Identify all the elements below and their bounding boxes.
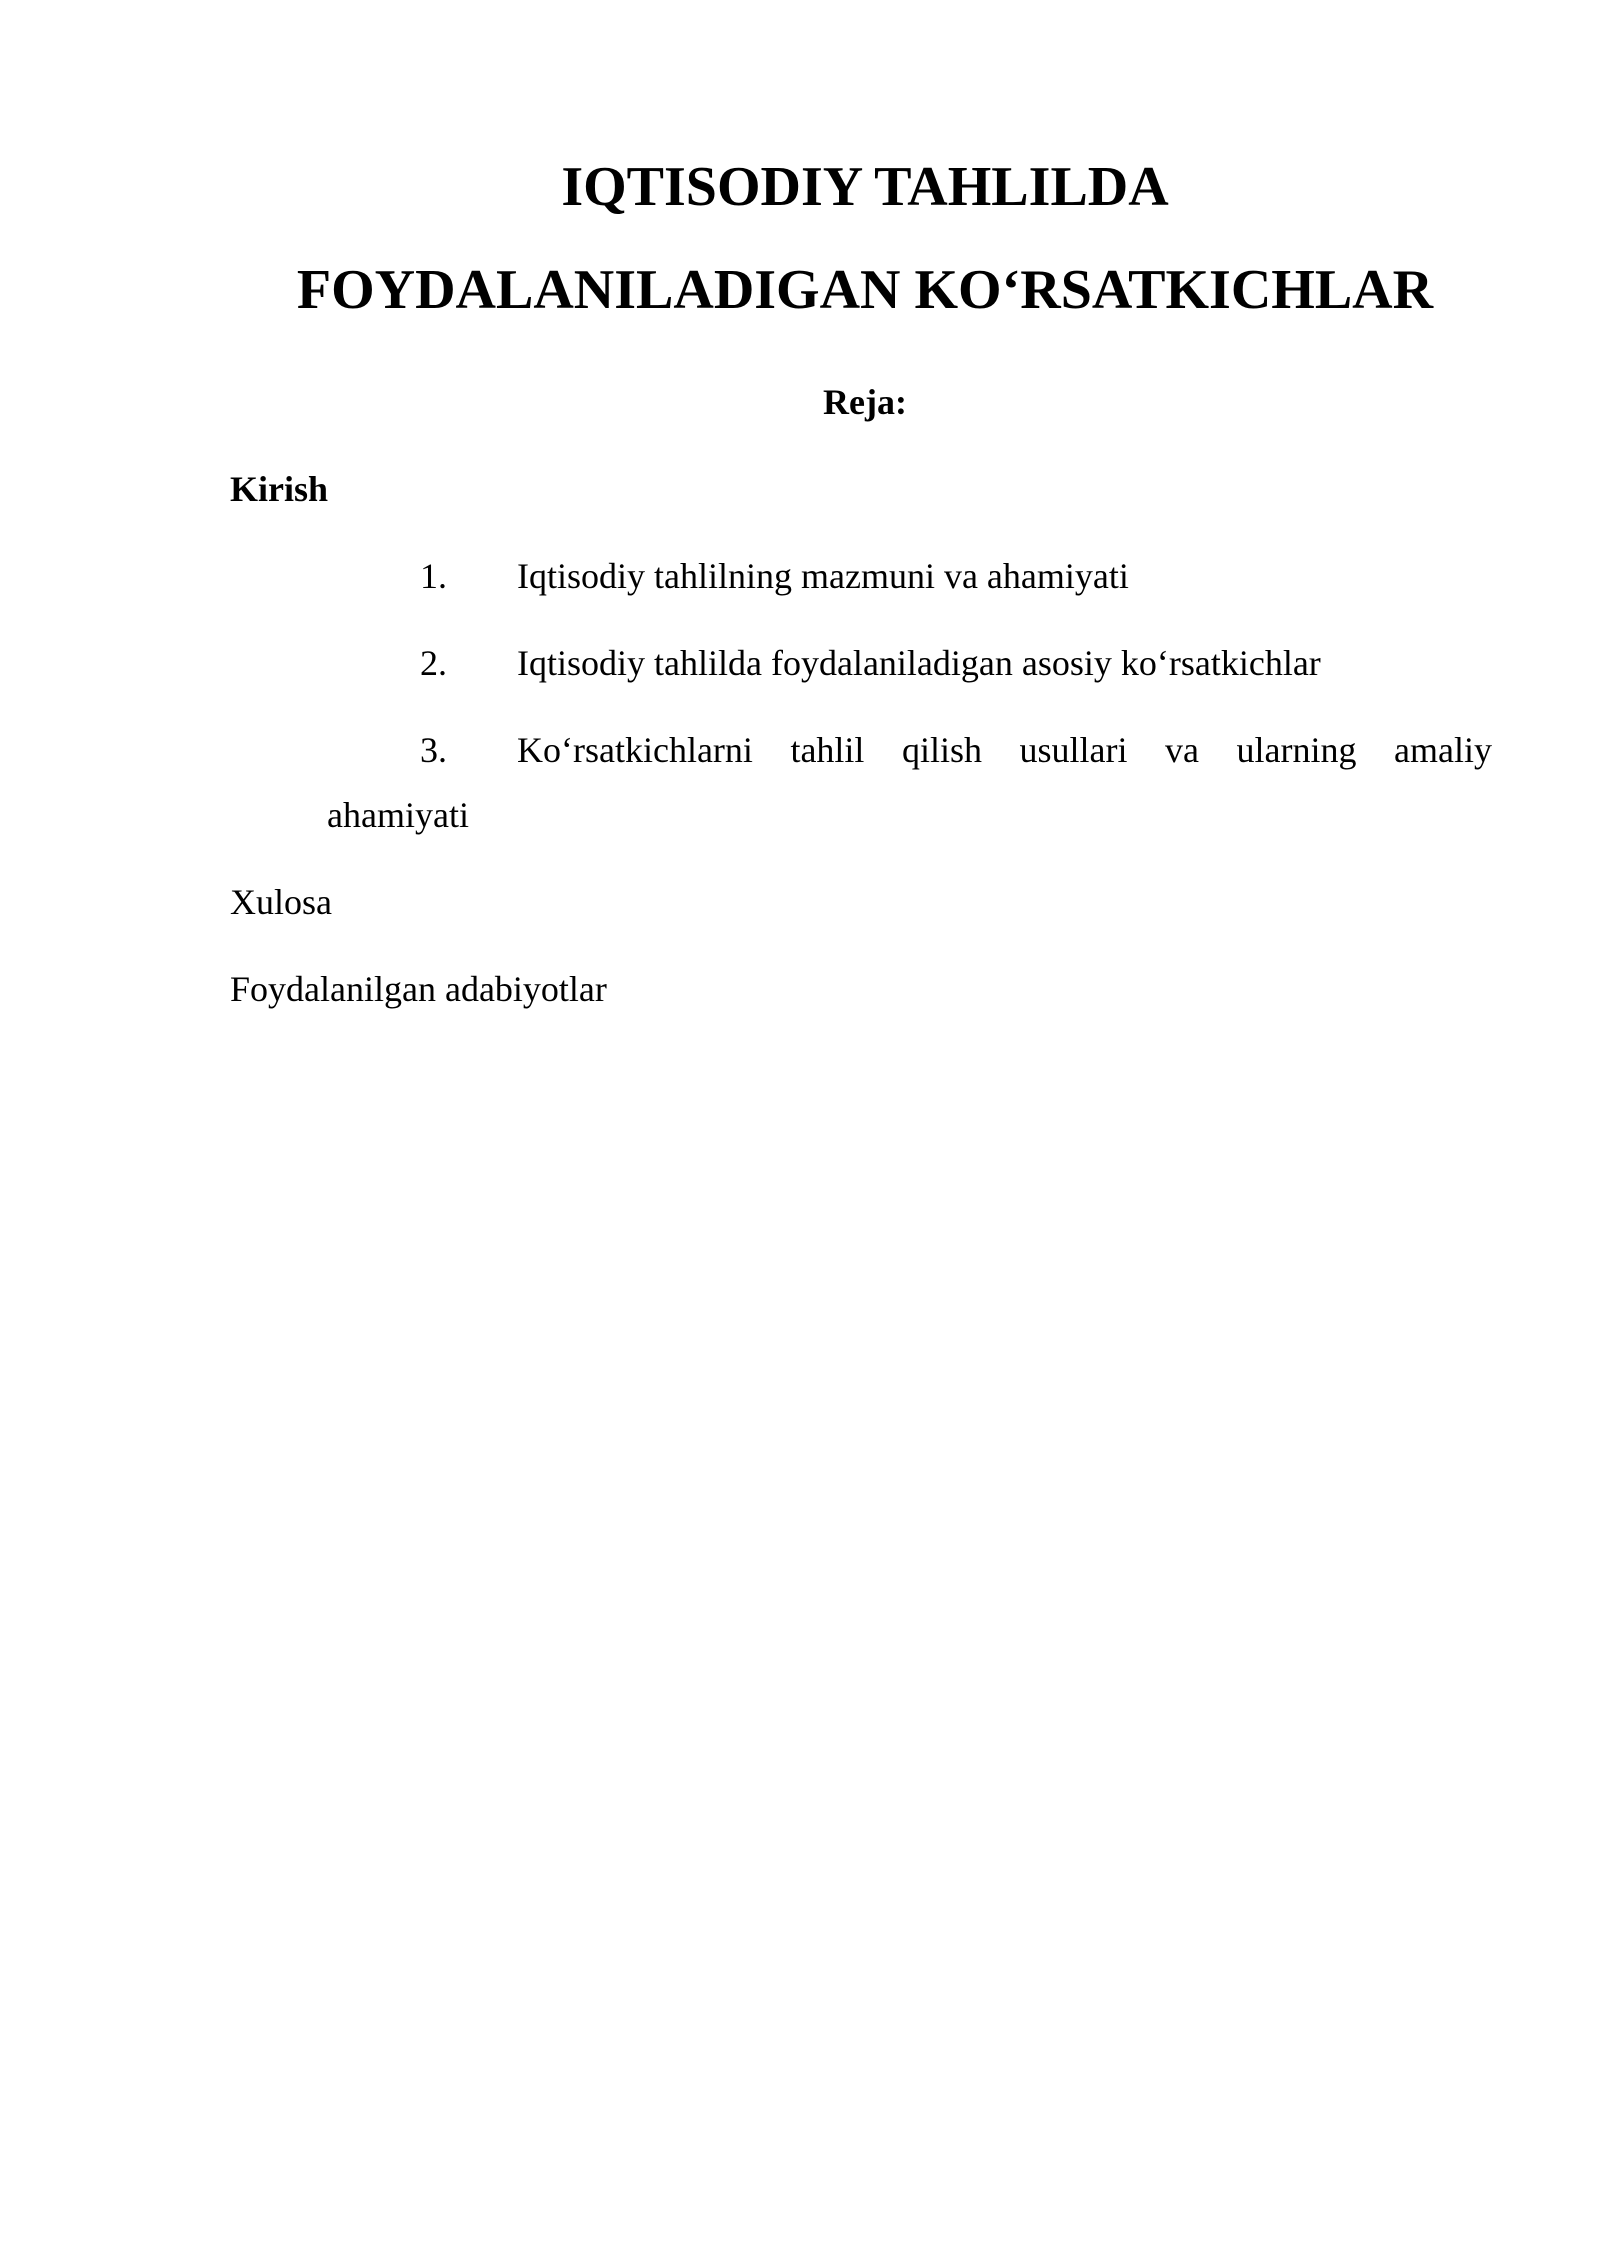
plan-item-3-number: 3. — [420, 730, 447, 770]
plan-item-3-word: amaliy — [1393, 730, 1492, 770]
plan-item-3-continuation: ahamiyati — [327, 795, 469, 835]
plan-item-3-word: ularning — [1236, 730, 1357, 770]
plan-item-3-word: usullari — [1019, 730, 1128, 770]
plan-item-3-text — [517, 728, 1492, 772]
plan-item-1-number: 1. — [420, 556, 447, 596]
document-title-line-1: IQTISODIY TAHLILDA — [561, 156, 1169, 218]
plan-item-1-text: Iqtisodiy tahlilning mazmuni va ahamiyati — [517, 556, 1129, 596]
plan-item-3-word: tahlil — [790, 730, 865, 770]
document-title-line-2: FOYDALANILADIGAN KO‘RSATKICHLAR — [296, 259, 1434, 321]
plan-heading: Reja: — [823, 382, 907, 422]
plan-item-2-number: 2. — [420, 643, 447, 683]
plan-item-3-word: Ko‘rsatkichlarni — [517, 730, 753, 770]
introduction-heading: Kirish — [230, 469, 329, 509]
plan-item-2-text: Iqtisodiy tahlilda foydalaniladigan asosiy ko‘rsatkichlar — [517, 643, 1321, 683]
conclusion-heading: Xulosa — [230, 882, 332, 922]
plan-item-3-word: va — [1164, 730, 1199, 770]
plan-item-3-word: qilish — [901, 730, 982, 770]
references-heading: Foydalanilgan adabiyotlar — [230, 969, 607, 1009]
